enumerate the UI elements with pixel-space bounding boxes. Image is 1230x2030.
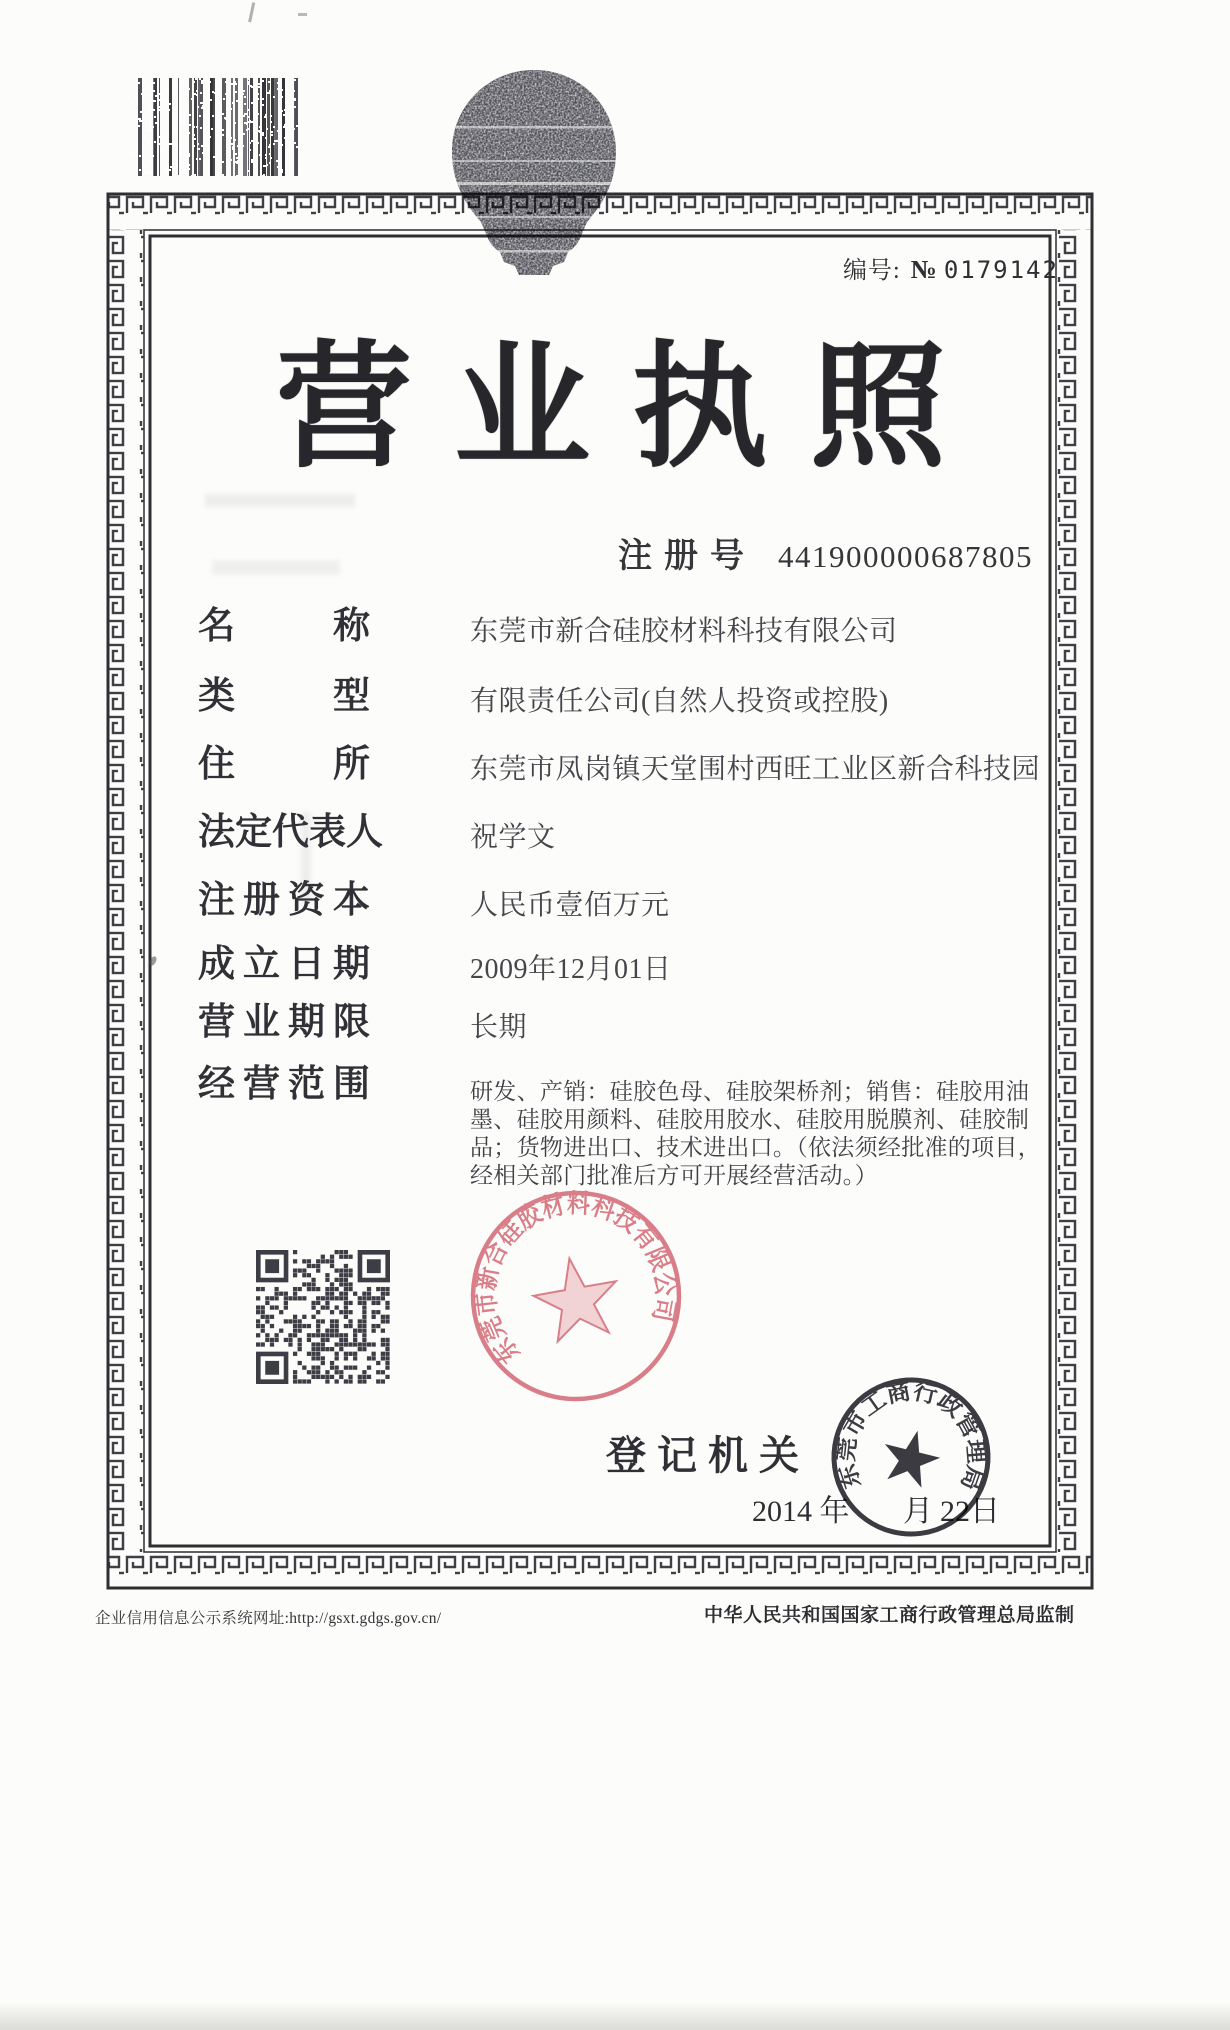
- footer-public-system-url: 企业信用信息公示系统网址:http://gsxt.gdgs.gov.cn/: [95, 1610, 442, 1627]
- field-row-establish-date: [198, 944, 1058, 996]
- field-row-legal-representative: [198, 812, 1058, 864]
- field-value: 长期: [470, 1012, 528, 1043]
- registry-black-stamp: [824, 1370, 998, 1544]
- registration-number-value: 441900000687805: [778, 539, 1033, 574]
- field-label: 名 称: [198, 606, 370, 647]
- field-label: 经 营 范 围: [198, 1064, 370, 1105]
- field-label: 类 型: [198, 676, 370, 717]
- field-row-business-term: [198, 1002, 1058, 1054]
- field-row-registered-capital: [198, 880, 1058, 932]
- registration-number-label: 注册号: [618, 538, 756, 575]
- field-value: 人民币壹佰万元: [470, 890, 670, 921]
- issue-date-year: 2014 年: [752, 1495, 850, 1528]
- scan-artifact: [248, 2, 271, 26]
- field-value: 研发、产销：硅胶色母、硅胶架桥剂；销售：硅胶用油墨、硅胶用颜料、硅胶用胶水、硅胶用脱膜剂、硅胶制品；货物进出口、技术进出口。（依法须经批准的项目，经相关部门批准后方可开展经营活动。）: [470, 1079, 1041, 1188]
- field-label: 营 业 期 限: [198, 1002, 370, 1043]
- field-row-address: [198, 744, 1058, 796]
- issue-date-day: 22日: [940, 1495, 1000, 1528]
- serial-number: 0179142: [943, 256, 1059, 284]
- registrar-label: 登记机关: [606, 1433, 810, 1478]
- barcode-image: [132, 74, 302, 180]
- footer-issuing-authority: 中华人民共和国国家工商行政管理总局监制: [704, 1605, 1075, 1626]
- scanner-edge-shadow: [0, 2002, 1230, 2030]
- field-value: 祝学文: [470, 822, 556, 853]
- star-icon: [528, 1251, 624, 1344]
- field-row-name: [198, 606, 1058, 658]
- field-label: 注 册 资 本: [198, 880, 370, 921]
- field-value: 东莞市新合硅胶材料科技有限公司: [470, 616, 898, 647]
- company-stamp-text: 东莞市新合硅胶材料科技有限公司: [470, 1189, 681, 1369]
- field-label: 法 定 代 表 人: [198, 812, 383, 853]
- field-value: 2009年12月01日: [470, 954, 672, 985]
- document-title: 营 业 执 照: [276, 331, 946, 483]
- scan-artifact: [298, 2, 307, 16]
- serial-number-line: [843, 250, 1059, 285]
- field-value: 东莞市凤岗镇天堂围村西旺工业区新合科技园: [470, 754, 1041, 785]
- field-label: 成 立 日 期: [198, 944, 370, 985]
- company-red-stamp: [458, 1178, 694, 1414]
- national-emblem-image: [448, 64, 620, 294]
- field-row-business-scope: [198, 1064, 1058, 1194]
- field-value: 有限责任公司(自然人投资或控股): [470, 686, 889, 717]
- qr-code-image: [256, 1250, 390, 1384]
- star-icon: [877, 1424, 945, 1490]
- issue-date-month: 月: [903, 1495, 933, 1528]
- serial-label: 编号:: [843, 258, 901, 284]
- numero-symbol: №: [910, 255, 938, 284]
- registration-number-line: [618, 528, 1033, 577]
- registry-stamp-text: 东莞市工商行政管理局: [833, 1378, 989, 1493]
- field-label: 住 所: [198, 744, 370, 785]
- field-row-type: [198, 676, 1058, 728]
